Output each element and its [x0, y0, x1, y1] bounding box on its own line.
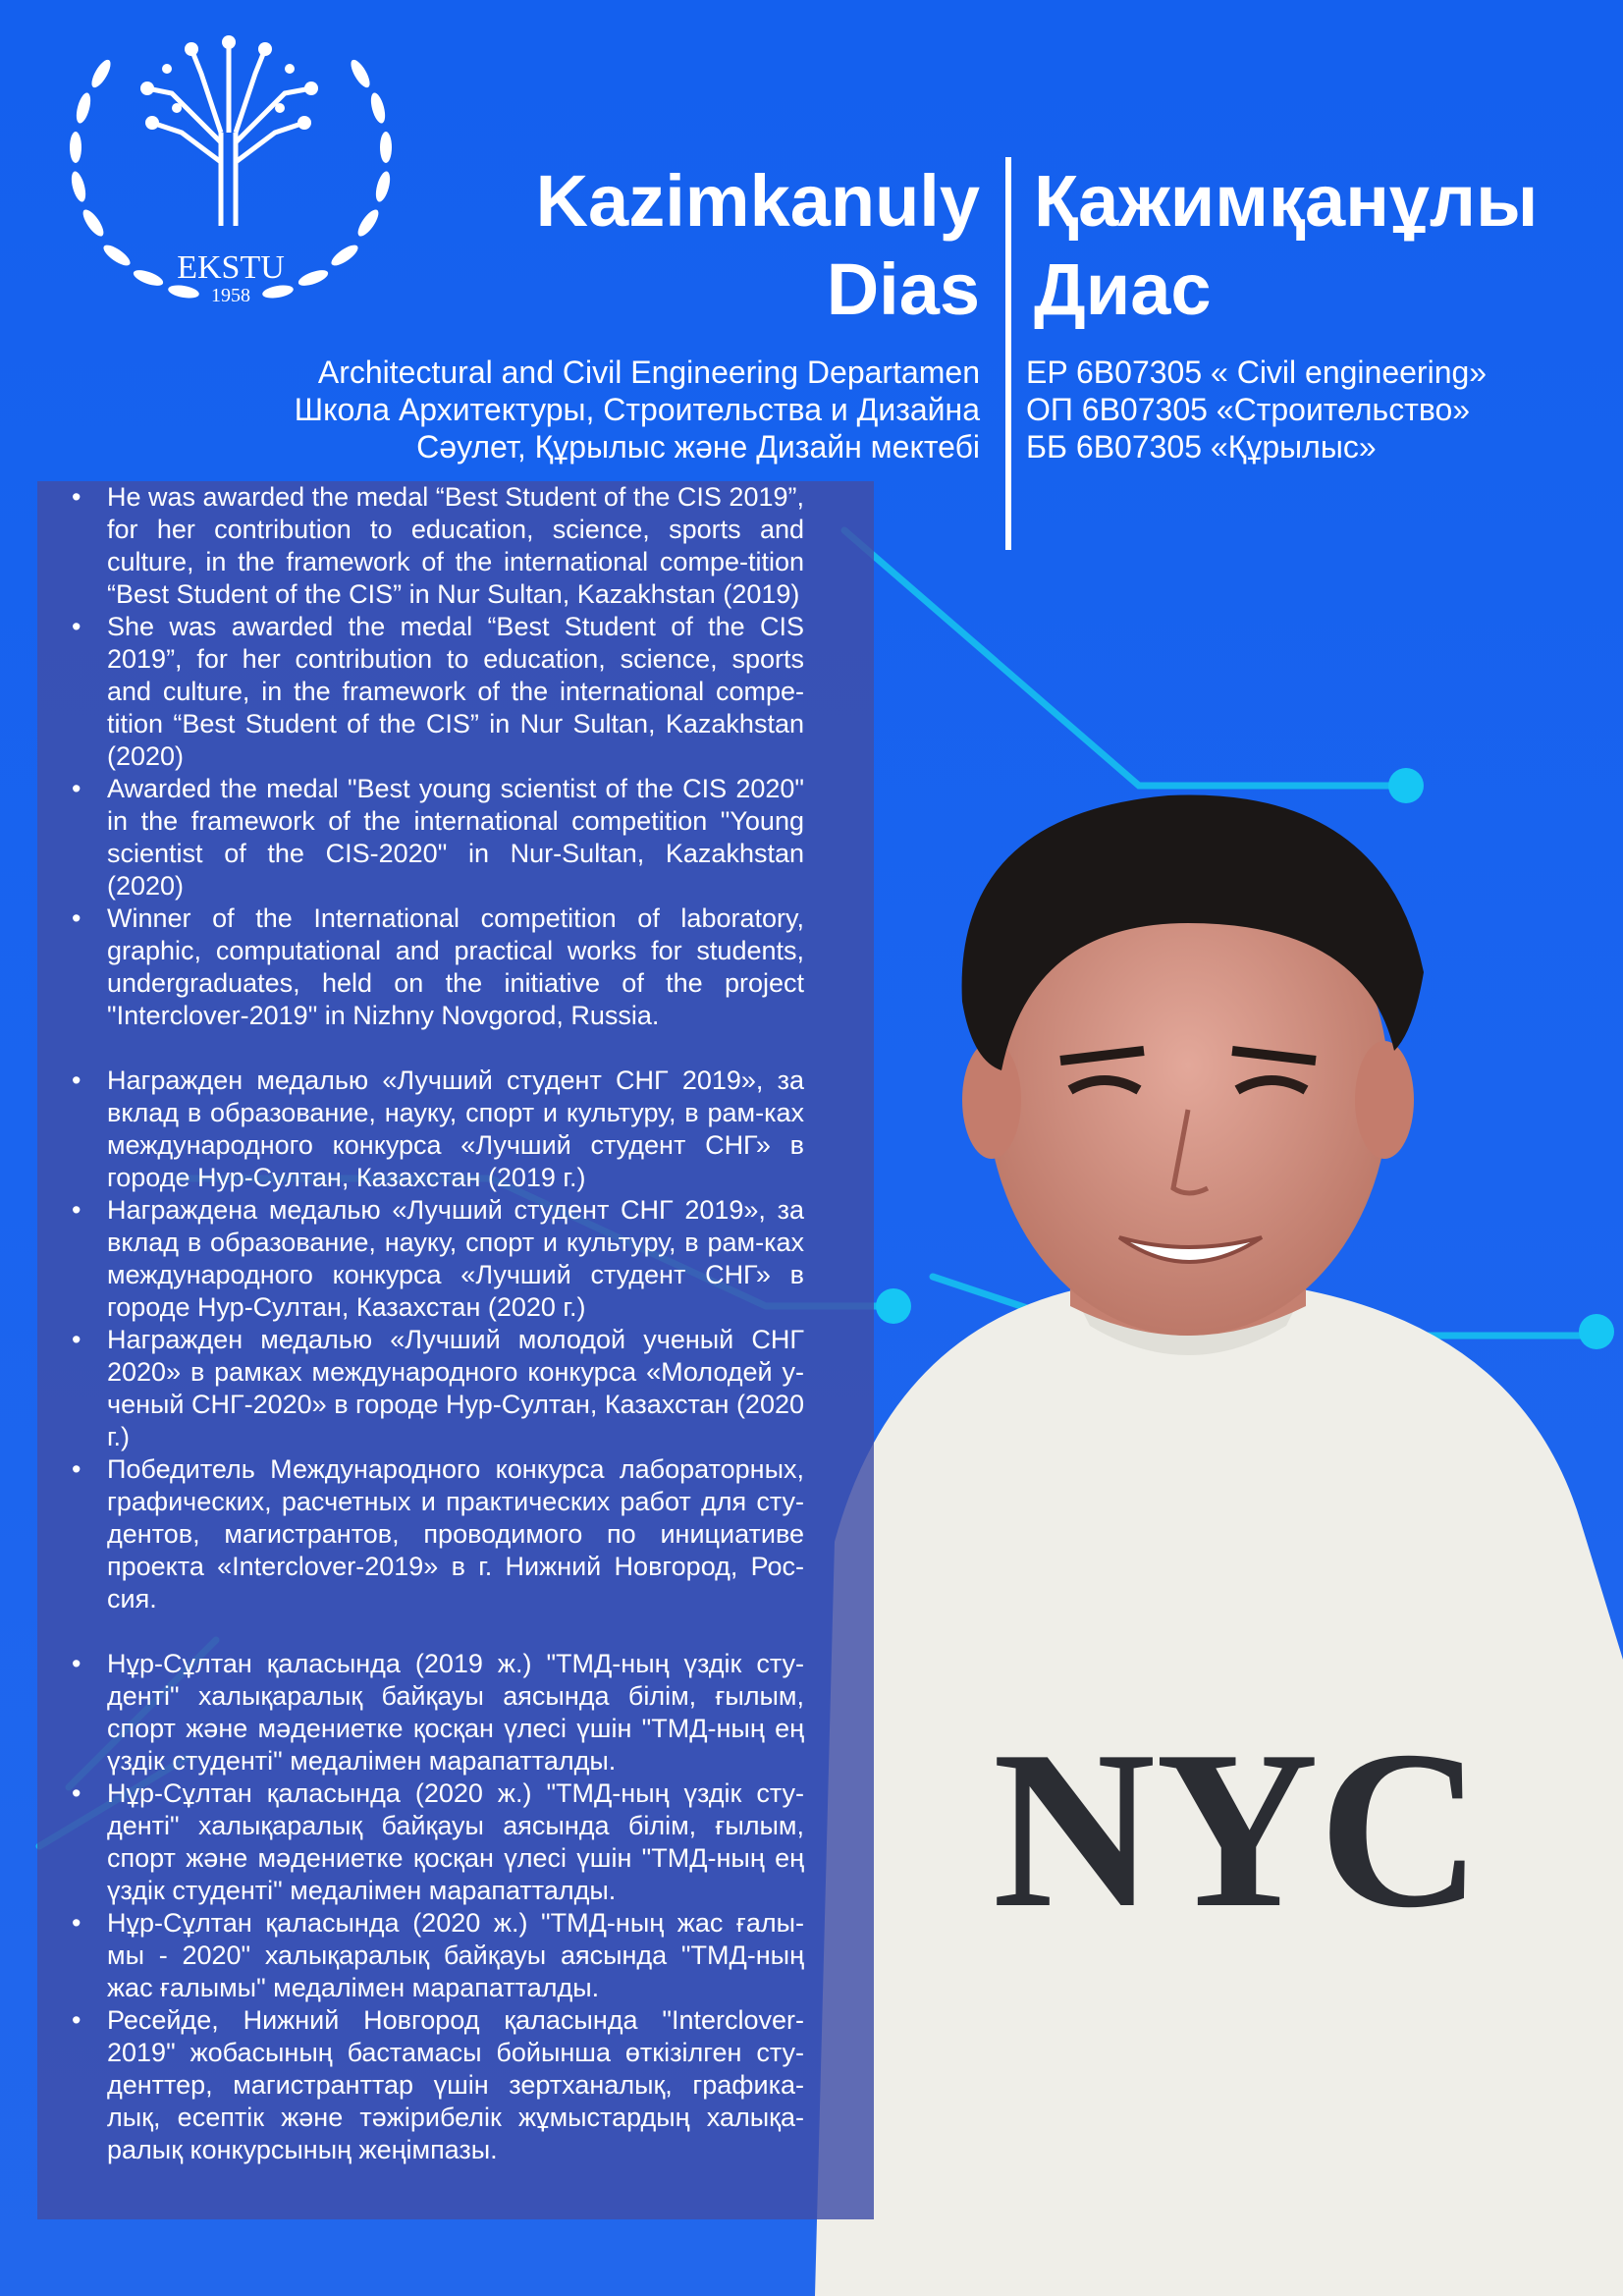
achievement-kk-1: • Нұр-Сұлтан қаласында (2019 ж.) "ТМД-ның үздік сту-денті" халықаралық байқауы аясында білім, ғылым, спорт және мәдениетке қосқан үлесі үшін "ТМД-ның ең үздік студенті" медалімен марапатталды. [37, 1648, 804, 1777]
achievement-en-3: • Awarded the medal "Best young scientist of the CIS 2020" in the framework of the international competition "Young scientist of the CIS-2020" in Nur-Sultan, Kazakhstan (2020) [37, 773, 804, 902]
achievements-panel [37, 481, 874, 2219]
name-kazakh [1034, 157, 1584, 334]
department-en: Architectural and Civil Engineering Departamen [317, 355, 980, 390]
surname-kk: Қажимқанұлы [1034, 160, 1539, 242]
department-ru: Школа Архитектуры, Строительства и Дизайна [294, 392, 980, 427]
firstname-en: Dias [826, 248, 980, 330]
achievement-en-1: • He was awarded the medal “Best Student of the CIS 2019”, for her contribution to education, science, sports and culture, in the framework of the international compe-tition “Best Student of the CIS” in Nur Sultan, Kazakhstan (2019) [37, 481, 804, 611]
achievement-kk-2: • Нұр-Сұлтан қаласында (2020 ж.) "ТМД-ның үздік сту-денті" халықаралық байқауы аясында білім, ғылым, спорт және мәдениетке қосқан үлесі үшін "ТМД-ның ең үздік студенті" медалімен марапатталды. [37, 1777, 804, 1907]
achievement-kk-4: • Ресейде, Нижний Новгород қаласында "Interclover-2019" жобасының бастамасы бойынша өткізілген сту-денттер, магистранттар үшін зертханалық, графика-лық, есептік және тәжірибелік жұмыстардың халықа-ралық конкурсының жеңімпазы. [37, 2004, 804, 2166]
program-ru: ОП 6B07305 «Строительство» [1026, 392, 1471, 427]
department-kk: Сәулет, Құрылыс және Дизайн мектебі [416, 429, 980, 465]
logo-year: 1958 [211, 285, 250, 306]
achievement-ru-1: • Награжден медалью «Лучший студент СНГ 2019», за вклад в образование, науку, спорт и культуру, в рам-ках международного конкурса «Лучший студент СНГ» в городе Нур-Султан, Казахстан (2019 г.) [37, 1065, 804, 1194]
student-photo [776, 776, 1623, 2296]
header-divider [1005, 157, 1011, 550]
spacer [37, 1032, 874, 1065]
spacer [37, 1615, 874, 1648]
program-en: EP 6B07305 « Civil engineering» [1026, 355, 1488, 390]
achievement-ru-3: • Награжден медалью «Лучший молодой ученый СНГ 2020» в рамках международного конкурса «Молодей у-ченый СНГ-2020» в городе Нур-Султан, Казахстан (2020 г.) [37, 1324, 804, 1453]
achievement-ru-4: • Победитель Международного конкурса лабораторных, графических, расчетных и практических работ для сту-дентов, магистрантов, проводимого по инициативе проекта «Interclover-2019» в г. Нижний Новгород, Рос-сия. [37, 1453, 804, 1615]
program-block [1026, 354, 1576, 465]
program-kk: ББ 6B07305 «Құрылыс» [1026, 429, 1377, 465]
university-logo-icon [54, 15, 407, 309]
department-block [273, 354, 980, 465]
achievement-kk-3: • Нұр-Сұлтан қаласында (2020 ж.) "ТМД-ның жас ғалы-мы - 2020" халықаралық байқауы аясында "ТМД-ның жас ғалымы" медалімен марапатталды. [37, 1907, 804, 2004]
achievement-ru-2: • Награждена медалью «Лучший студент СНГ 2019», за вклад в образование, науку, спорт и культуру, в рам-ках международного конкурса «Лучший студент СНГ» в городе Нур-Султан, Казахстан (2020 г.) [37, 1194, 804, 1324]
shirt-text: NYC [992, 1704, 1483, 1954]
achievements-list [37, 481, 874, 2166]
name-english [469, 157, 980, 334]
achievement-en-2: • She was awarded the medal “Best Student of the CIS 2019”, for her contribution to education, science, sports and culture, in the framework of the international compe-tition “Best Student of the CIS” in Nur Sultan, Kazakhstan (2020) [37, 611, 804, 773]
surname-en: Kazimkanuly [535, 160, 980, 242]
logo-name: EKSTU [177, 249, 285, 286]
firstname-kk: Диас [1034, 248, 1212, 330]
achievement-en-4: • Winner of the International competition of laboratory, graphic, computational and practical works for students, undergraduates, held on the initiative of the project "Interclover-2019" in Nizhny Novgorod, Russia. [37, 902, 804, 1032]
